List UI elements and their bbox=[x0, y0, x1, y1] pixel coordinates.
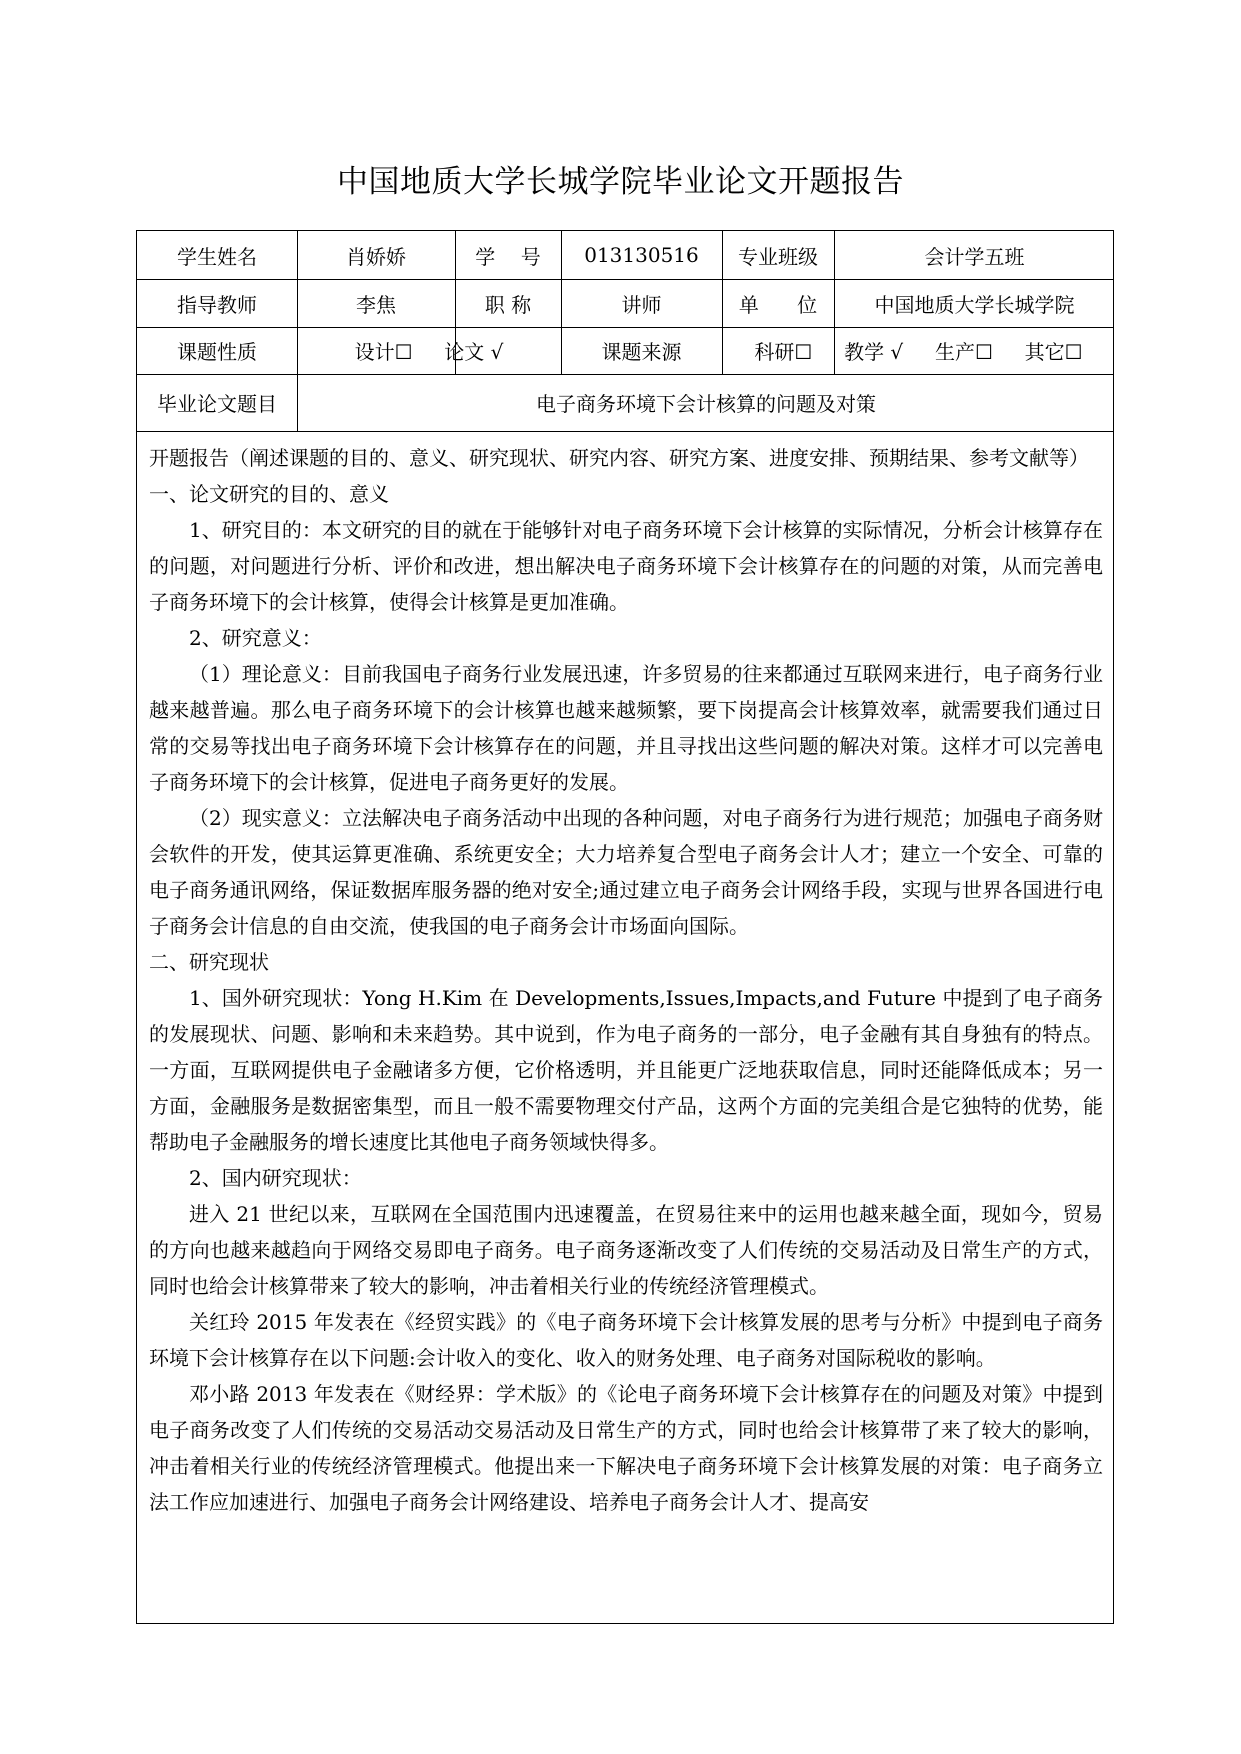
thesis-title-label: 毕业论文题目 bbox=[157, 392, 277, 416]
class-value: 会计学五班 bbox=[924, 244, 1025, 269]
unit-value: 中国地质大学长城学院 bbox=[874, 292, 1075, 317]
report-content bbox=[149, 440, 1103, 1520]
thesis-title-value: 电子商务环境下会计核算的问题及对策 bbox=[536, 392, 876, 416]
class-label: 专业班级 bbox=[738, 244, 818, 269]
student-name-label: 学生姓名 bbox=[177, 244, 257, 269]
report-intro: 开题报告（阐述课题的目的、意义、研究现状、研究内容、研究方案、进度安排、预期结果、参考文献等） bbox=[149, 446, 1089, 470]
paragraph-purpose: 1、研究目的：本文研究的目的就在于能够针对电子商务环境下会计核算的实际情况，分析会计核算存在的问题，对问题进行分析、评价和改进，想出解决电子商务环境下会计核算存在的问题的对策，从而完善电子商务环境下的会计核算，使得会计核算是更加准确。 bbox=[149, 518, 1103, 614]
row-divider bbox=[137, 431, 1113, 432]
job-title-label: 职 称 bbox=[484, 292, 532, 317]
topic-source-label: 课题来源 bbox=[601, 340, 682, 364]
paragraph-significance-heading: 2、研究意义： bbox=[189, 626, 322, 650]
student-id-label: 学 号 bbox=[475, 244, 541, 269]
advisor-label: 指导教师 bbox=[177, 292, 257, 317]
student-id-value: 013130516 bbox=[584, 243, 699, 267]
topic-nature-value: 设计☐ 论文 √ bbox=[354, 340, 504, 364]
paragraph-domestic-1: 进入 21 世纪以来，互联网在全国范围内迅速覆盖，在贸易往来中的运用也越来越全面，现如今，贸易的方向也越来越趋向于网络交易即电子商务。电子商务逐渐改变了人们传统的交易活动及日常生产的方式，同时也给会计核算带来了较大的影响，冲击着相关行业的传统经济管理模式。 bbox=[149, 1202, 1103, 1298]
topic-source-value: 科研☐ 教学 √ 生产☐ 其它☐ bbox=[754, 340, 1083, 364]
paragraph-domestic-2: 关红玲 2015 年发表在《经贸实践》的《电子商务环境下会计核算发展的思考与分析》中提到电子商务环境下会计核算存在以下问题:会计收入的变化、收入的财务处理、电子商务对国际税收的影响。 bbox=[149, 1310, 1103, 1370]
paragraph-practice: （2）现实意义：立法解决电子商务活动中出现的各种问题，对电子商务行为进行规范；加强电子商务财会软件的开发，使其运算更准确、系统更安全；大力培养复合型电子商务会计人才；建立一个安全、可靠的电子商务通讯网络，保证数据库服务器的绝对安全;通过建立电子商务会计网络手段，实现与世界各国进行电子商务会计信息的自由交流，使我国的电子商务会计市场面向国际。 bbox=[149, 806, 1103, 938]
unit-label: 单 位 bbox=[738, 292, 818, 317]
paragraph-foreign: 1、国外研究现状：Yong H.Kim 在 Developments,Issues,Impacts,and Future 中提到了电子商务的发展现状、问题、影响和未来趋势。其中说到，作为电子商务的一部分，电子金融有其自身独有的特点。一方面，互联网提供电子金融诸多方便，它价格透明，并且能更广泛地获取信息，同时还能降低成本；另一方面，金融服务是数据密集型，而且一般不需要物理交付产品，这两个方面的完美组合是它独特的优势，能帮助电子金融服务的增长速度比其他电子商务领域快得多。 bbox=[149, 986, 1103, 1154]
page-title: 中国地质大学长城学院毕业论文开题报告 bbox=[337, 164, 904, 200]
paragraph-domestic-heading: 2、国内研究现状： bbox=[189, 1166, 362, 1190]
topic-nature-label: 课题性质 bbox=[177, 340, 257, 364]
student-name-value: 肖娇娇 bbox=[346, 244, 406, 269]
paragraph-theory: （1）理论意义：目前我国电子商务行业发展迅速，许多贸易的往来都通过互联网来进行，电子商务行业越来越普遍。那么电子商务环境下的会计核算也越来越频繁，要下岗提高会计核算效率，就需要我们通过日常的交易等找出电子商务环境下会计核算存在的问题，并且寻找出这些问题的解决对策。这样才可以完善电子商务环境下的会计核算，促进电子商务更好的发展。 bbox=[149, 662, 1103, 794]
advisor-value: 李焦 bbox=[356, 292, 396, 317]
section-heading-purpose: 一、论文研究的目的、意义 bbox=[149, 482, 389, 506]
section-heading-status: 二、研究现状 bbox=[149, 950, 269, 974]
proposal-form bbox=[136, 230, 1114, 1624]
paragraph-domestic-3: 邓小路 2013 年发表在《财经界：学术版》的《论电子商务环境下会计核算存在的问题及对策》中提到电子商务改变了人们传统的交易活动交易活动及日常生产的方式，同时也给会计核算带了来了较大的影响，冲击着相关行业的传统经济管理模式。他提出来一下解决电子商务环境下会计核算发展的对策：电子商务立法工作应加速进行、加强电子商务会计网络建设、培养电子商务会计人才、提高安 bbox=[149, 1382, 1103, 1514]
job-title-value: 讲师 bbox=[621, 292, 662, 317]
